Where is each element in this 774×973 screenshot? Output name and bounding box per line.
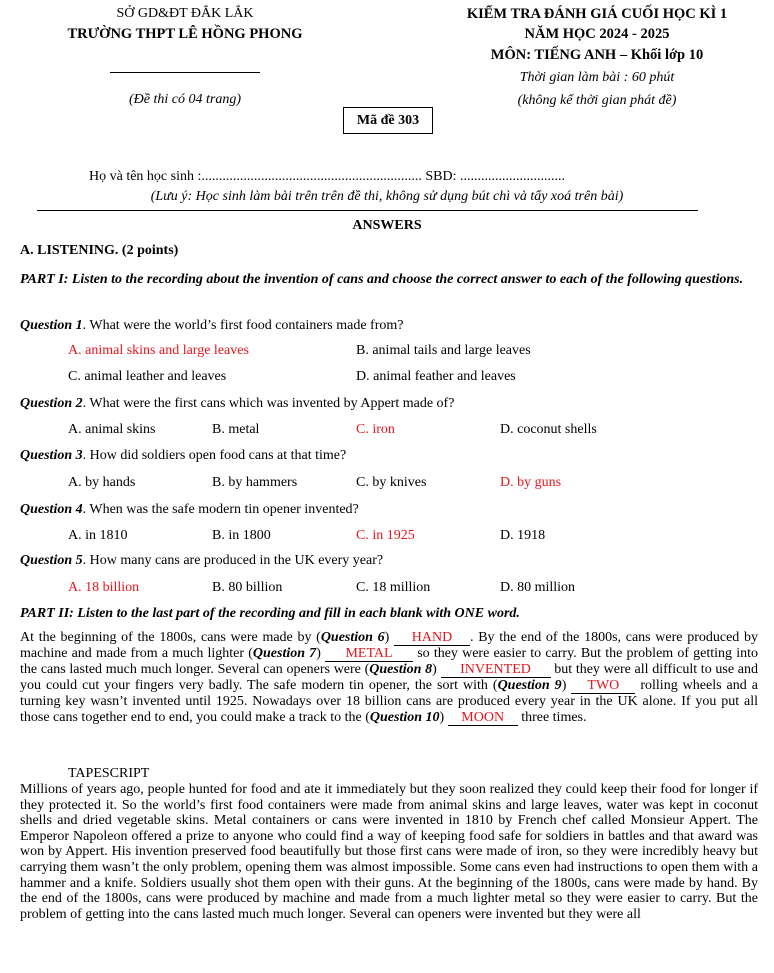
answers-title: ANSWERS xyxy=(352,218,422,233)
department-name: SỞ GD&ĐT ĐẮK LẮK xyxy=(116,6,254,21)
q1-option-d: D. animal feather and leaves xyxy=(356,369,516,384)
q3-option-b: B. by hammers xyxy=(212,475,298,490)
q1-option-a: A. animal skins and large leaves xyxy=(68,343,249,358)
subject: MÔN: TIẾNG ANH – Khối lớp 10 xyxy=(490,47,704,63)
header-divider xyxy=(110,72,260,73)
question-5: Question 5. How many cans are produced in the UK every year? xyxy=(20,553,384,568)
q5-option-a: A. 18 billion xyxy=(68,580,140,595)
pages-note: (Đề thi có 04 trang) xyxy=(129,92,241,107)
exam-time-note: (không kể thời gian phát đề) xyxy=(517,93,677,108)
q2-option-a: A. animal skins xyxy=(68,422,156,437)
student-info-line: Họ và tên học sinh :............................................................... SBD: .............................. xyxy=(89,169,565,184)
q2-option-b: B. metal xyxy=(212,422,260,437)
q5-option-b: B. 80 billion xyxy=(212,580,283,595)
answer-10: MOON xyxy=(448,711,518,726)
question-1: Question 1. What were the world’s first food containers made from? xyxy=(20,318,404,333)
q3-option-c: C. by knives xyxy=(356,475,427,490)
q1-option-c: C. animal leather and leaves xyxy=(68,369,227,384)
q3-option-a: A. by hands xyxy=(68,475,136,490)
q2-option-c: C. iron xyxy=(356,422,395,437)
answer-9: TWO xyxy=(571,679,635,694)
q2-option-d: D. coconut shells xyxy=(500,422,597,437)
question-3: Question 3. How did soldiers open food cans at that time? xyxy=(20,448,347,463)
exam-code-box: Mã đề 303 xyxy=(343,107,433,134)
answer-6: HAND xyxy=(394,631,470,646)
question-2: Question 2. What were the first cans which was invented by Appert made of? xyxy=(20,396,455,411)
answer-7: METAL xyxy=(325,647,413,662)
school-year: NĂM HỌC 2024 - 2025 xyxy=(524,26,670,42)
exam-title: KIỂM TRA ĐÁNH GIÁ CUỐI HỌC KÌ 1 xyxy=(466,6,728,22)
question-4: Question 4. When was the safe modern tin opener invented? xyxy=(20,502,359,517)
section-a-title: A. LISTENING. (2 points) xyxy=(20,243,179,258)
q4-option-d: D. 1918 xyxy=(500,528,546,543)
q4-option-c: C. in 1925 xyxy=(356,528,415,543)
q5-option-c: C. 18 million xyxy=(356,580,431,595)
part2-instruction: PART II: Listen to the last part of the recording and fill in each blank with ONE word. xyxy=(20,606,520,621)
school-name: TRƯỜNG THPT LÊ HỒNG PHONG xyxy=(67,26,303,42)
part1-instruction: PART I: Listen to the recording about the invention of cans and choose the correct answer to each of the following questions. xyxy=(20,272,744,287)
tapescript-title: TAPESCRIPT xyxy=(68,766,150,781)
q4-option-b: B. in 1800 xyxy=(212,528,271,543)
tapescript-text: Millions of years ago, people hunted for food and ate it immediately but they soon realized they could keep their food for longer if they protected it. So the world’s first food containers were made from animal skins and large leaves, water was kept in coconut shells and dried vegetable skins. Metal containers or cans were invented in 1810 by French chef called Monsieur Appert. The Emperor Napoleon offered a prize to anyone who could find a way of keeping food safe for soldiers in battles and that award was won by Appert. His invention preserved food beautifully but those first cans were made of iron, so they were incredibly heavy but carrying them wasn’t the only problem, opening them was almost impossible. Some cans even had instructions to open them with a hammer and a knife. Soldiers usually shot them open with their guns. At the beginning of the 1800s, cans were made by hand. By the end of the 1800s, cans were produced by machine and made from a much lighter metal so they were easier to carry. But the problem of getting into the cans lasted much much longer. Several can openers were invented but they were all xyxy=(20,782,758,922)
q1-option-b: B. animal tails and large leaves xyxy=(356,343,531,358)
q4-option-a: A. in 1810 xyxy=(68,528,128,543)
exam-note: (Lưu ý: Học sinh làm bài trên trên đề thi, không sử dụng bút chì và tẩy xoá trên bài) xyxy=(150,189,624,204)
q3-option-d: D. by guns xyxy=(500,475,562,490)
q5-option-d: D. 80 million xyxy=(500,580,576,595)
note-divider xyxy=(37,210,698,211)
part2-passage: At the beginning of the 1800s, cans were made by (Question 6) HAND . By the end of the 1800s, cans were produced by machine and made from a much lighter (Question 7) METAL so they were easier to carry. But the problem of getting into the cans lasted much much longer. Several can openers were (Question 8) INVENTED but they were all difficult to use and you could cut your fingers very badly. The safe modern tin opener, the sort with (Question 9) TWO rolling wheels and a turning key wasn’t invented until 1925. Nowadays over 18 billion cans are produced every year in the UK alone. If you put all those cans together end to end, you could make a track to the (Question 10) MOON three times. xyxy=(20,630,759,725)
answer-8: INVENTED xyxy=(441,663,551,678)
exam-time: Thời gian làm bài : 60 phút xyxy=(519,70,675,85)
